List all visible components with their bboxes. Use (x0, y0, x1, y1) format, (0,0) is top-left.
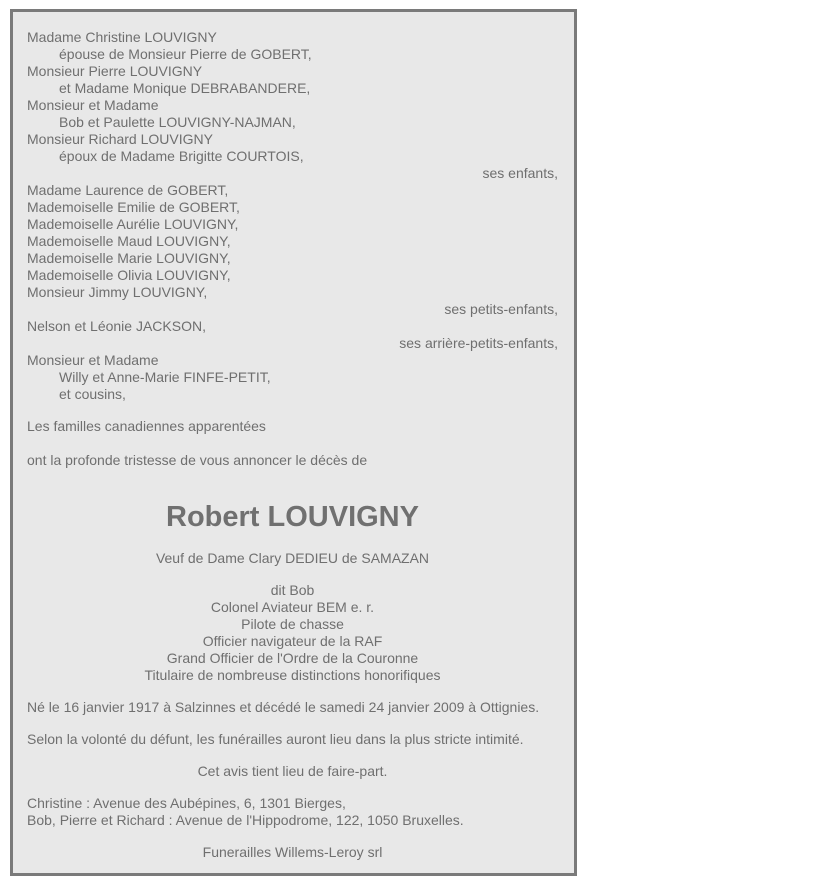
deceased-name: Robert LOUVIGNY (166, 501, 419, 533)
obituary-content (27, 29, 558, 861)
birth-death-line: Né le 16 janvier 1917 à Salzinnes et décédé le samedi 24 janvier 2009 à Ottignies. (27, 699, 540, 715)
widower-line: Veuf de Dame Clary DEDIEU de SAMAZAN (155, 550, 430, 566)
grandchild-line: Mademoiselle Aurélie LOUVIGNY, (27, 216, 239, 232)
grandchild-line: Monsieur Jimmy LOUVIGNY, (27, 284, 208, 300)
family-line: époux de Madame Brigitte COURTOIS, (59, 148, 304, 164)
relative-line: Willy et Anne-Marie FINFE-PETIT, (59, 369, 271, 385)
address-line: Christine : Avenue des Aubépines, 6, 1301 Bierges, (27, 795, 346, 811)
family-line: Bob et Paulette LOUVIGNY-NAJMAN, (59, 114, 296, 130)
address-line: Bob, Pierre et Richard : Avenue de l'Hippodrome, 122, 1050 Bruxelles. (27, 812, 464, 828)
family-line: Monsieur Pierre LOUVIGNY (27, 63, 203, 79)
family-line: Madame Christine LOUVIGNY (27, 29, 217, 45)
grandchild-line: Mademoiselle Emilie de GOBERT, (27, 199, 240, 215)
grandchild-line: Mademoiselle Olivia LOUVIGNY, (27, 267, 231, 283)
faire-part-note: Cet avis tient lieu de faire-part. (197, 763, 388, 779)
funeral-note: Selon la volonté du défunt, les funérailles auront lieu dans la plus stricte intimité. (27, 731, 524, 747)
relative-line: et cousins, (59, 386, 126, 402)
canadian-families: Les familles canadiennes apparentées (27, 418, 266, 434)
announcement-text: ont la profonde tristesse de vous annoncer le décès de (27, 452, 368, 468)
title-line: Titulaire de nombreuse distinctions honorifiques (144, 667, 441, 683)
title-line: Pilote de chasse (241, 616, 344, 632)
grandchild-line: Mademoiselle Maud LOUVIGNY, (27, 233, 231, 249)
relative-line: Monsieur et Madame (27, 352, 159, 368)
children-label: ses enfants, (482, 165, 558, 181)
title-line: Colonel Aviateur BEM e. r. (210, 599, 375, 615)
family-line: épouse de Monsieur Pierre de GOBERT, (59, 46, 312, 62)
grandchildren-label: ses petits-enfants, (444, 301, 558, 317)
grandchild-line: Madame Laurence de GOBERT, (27, 182, 229, 198)
funeral-home: Funerailles Willems-Leroy srl (202, 844, 383, 860)
title-line: Grand Officier de l'Ordre de la Couronne (166, 650, 419, 666)
family-line: Monsieur Richard LOUVIGNY (27, 131, 213, 147)
title-line: dit Bob (270, 582, 315, 598)
great-grandchildren-label: ses arrière-petits-enfants, (399, 335, 558, 351)
title-line: Officier navigateur de la RAF (202, 633, 383, 649)
great-grandchild-line: Nelson et Léonie JACKSON, (27, 318, 206, 334)
family-line: et Madame Monique DEBRABANDERE, (59, 80, 311, 96)
grandchild-line: Mademoiselle Marie LOUVIGNY, (27, 250, 231, 266)
obituary-card (10, 9, 577, 876)
family-line: Monsieur et Madame (27, 97, 159, 113)
